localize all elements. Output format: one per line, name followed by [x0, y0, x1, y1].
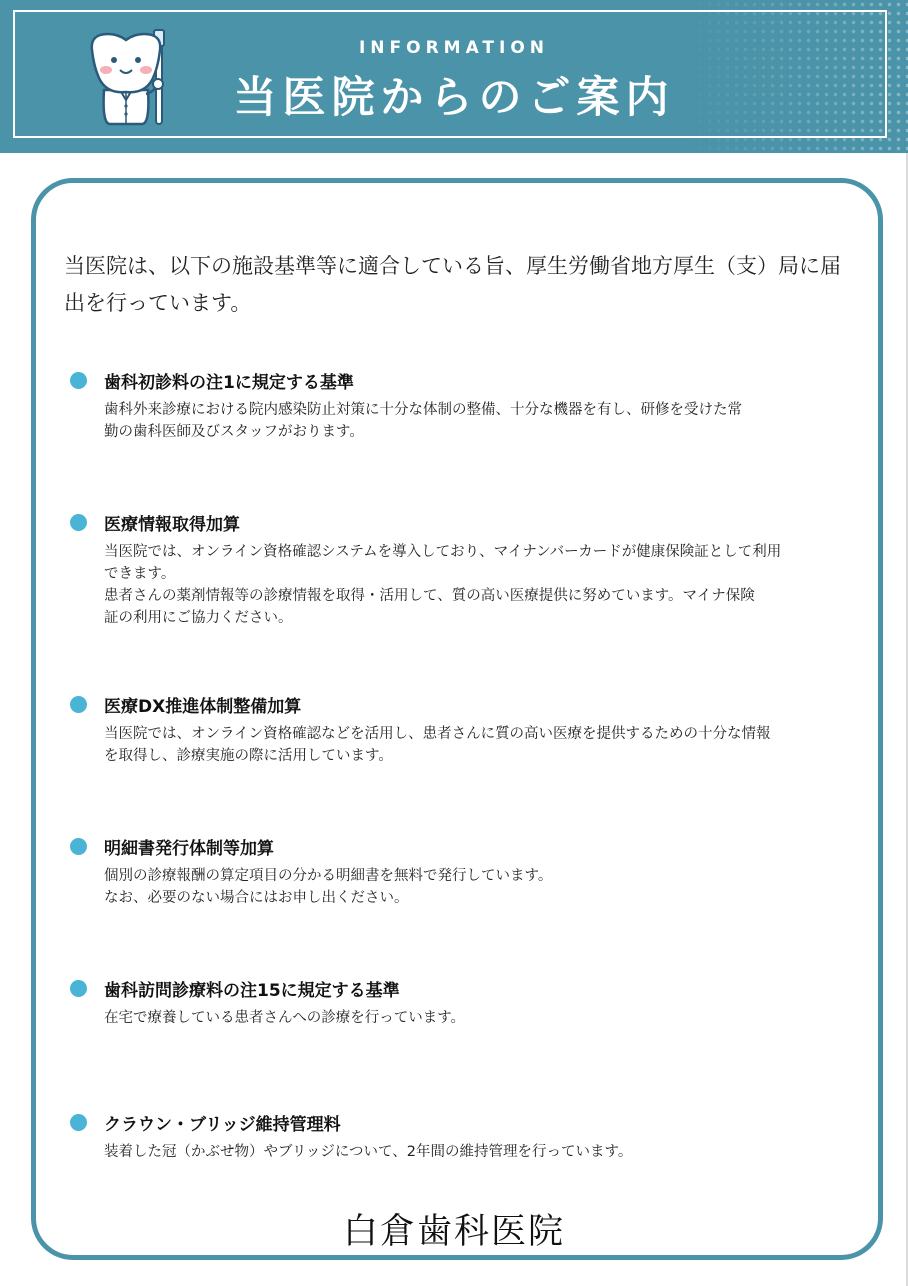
header-label: INFORMATION [358, 38, 550, 58]
bullet-dot-icon [70, 838, 87, 855]
section-body: 歯科外来診療における院内感染防止対策に十分な体制の整備、十分な機器を有し、研修を受けた常 勤の歯科医師及びスタッフがおります。 [104, 402, 742, 440]
clinic-name: 白倉歯科医院 [342, 1212, 565, 1252]
section-title: 医療情報取得加算 [104, 514, 240, 535]
section-title: クラウン・ブリッジ維持管理料 [104, 1114, 341, 1135]
section-title: 歯科初診料の注1に規定する基準 [104, 372, 354, 393]
page-title: 当医院からのご案内 [233, 73, 675, 123]
section-body: 当医院では、オンライン資格確認システムを導入しており、マイナンバーカードが健康保険証として利用 できます。 患者さんの薬剤情報等の診療情報を取得・活用して、質の高い医療提供に努めています。マイナ保険 証の利用にご協力ください。 [104, 544, 782, 626]
section-title: 歯科訪問診療料の注15に規定する基準 [104, 980, 400, 1001]
section-receipt [70, 832, 830, 909]
section-initial-consultation [70, 366, 830, 443]
section-body: 当医院では、オンライン資格確認などを活用し、患者さんに質の高い医療を提供するための十分な情報 を取得し、診療実施の際に活用しています。 [104, 726, 771, 764]
section-body: 在宅で療養している患者さんへの診療を行っています。 [104, 1010, 466, 1026]
bullet-dot-icon [70, 372, 87, 389]
section-title: 医療DX推進体制整備加算 [104, 696, 302, 717]
section-body: 個別の診療報酬の算定項目の分かる明細書を無料で発行しています。 なお、必要のない場合にはお申し出ください。 [104, 868, 553, 906]
bullet-dot-icon [70, 514, 87, 531]
section-body: 装着した冠（かぶせ物）やブリッジについて、2年間の維持管理を行っています。 [104, 1144, 633, 1160]
header-banner [0, 0, 908, 153]
section-title: 明細書発行体制等加算 [104, 838, 274, 859]
section-medical-dx [70, 690, 830, 767]
bullet-dot-icon [70, 980, 87, 997]
bullet-dot-icon [70, 696, 87, 713]
section-medical-info [70, 508, 830, 629]
bullet-dot-icon [70, 1114, 87, 1131]
section-crown-bridge [70, 1108, 830, 1163]
intro-text: 当医院は、以下の施設基準等に適合している旨、厚生労働省地方厚生（支）局に届出を行っています。 [64, 254, 841, 315]
section-home-visit [70, 974, 830, 1029]
